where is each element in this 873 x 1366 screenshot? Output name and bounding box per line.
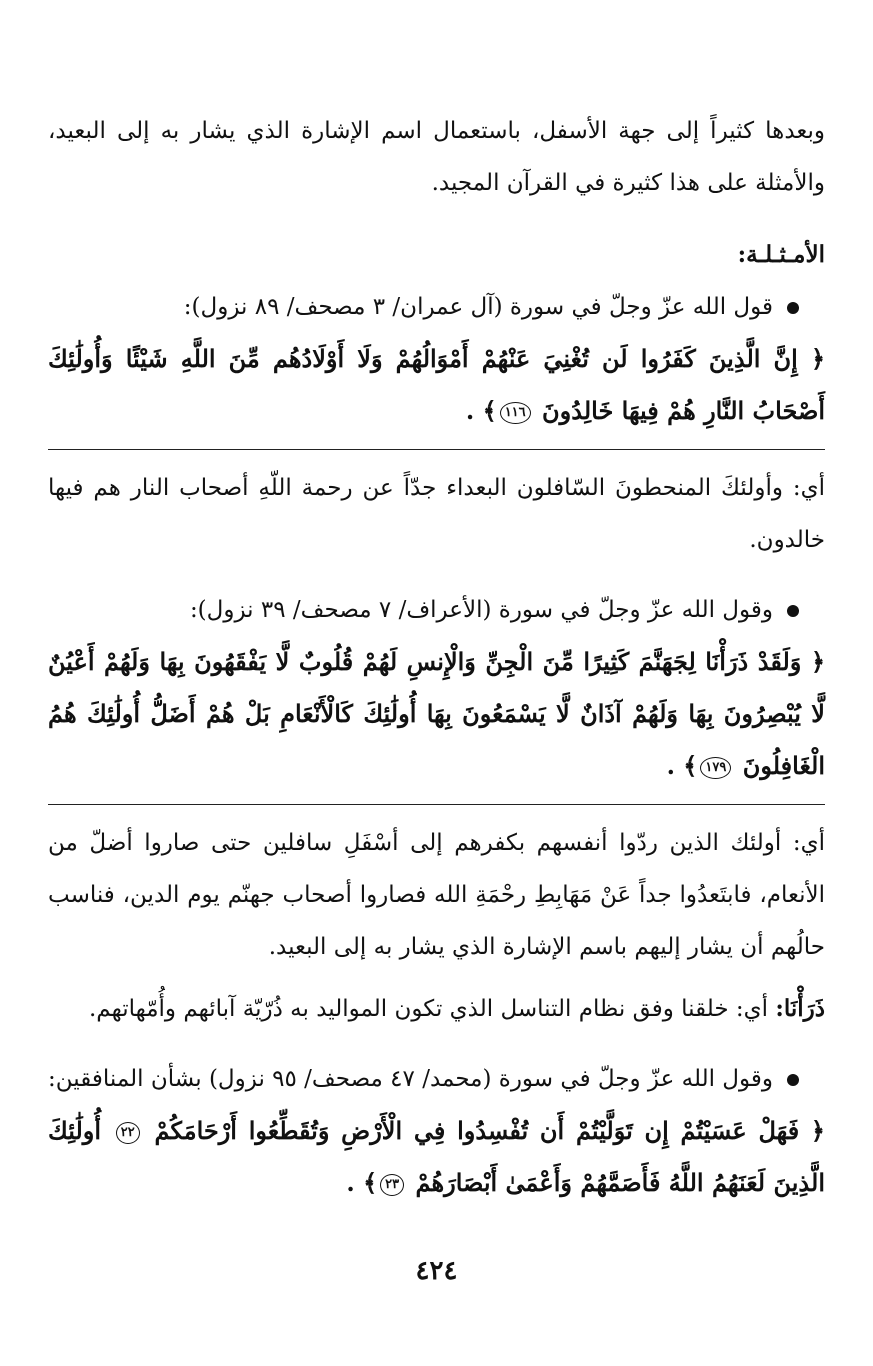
- example-1-intro-text: قول الله عزّ وجلّ في سورة (آل عمران/ ٣ مصحف/ ٨٩ نزول):: [183, 294, 773, 320]
- bullet-icon: [787, 605, 799, 617]
- example-3-intro-text: وقول الله عزّ وجلّ في سورة (محمد/ ٤٧ مصحف/ ٩٥ نزول) بشأن المنافقين:: [48, 1066, 773, 1092]
- intro-paragraph: وبعدها كثيراً إلى جهة الأسفل، باستعمال اسم الإشارة الذي يشار به إلى البعيد، والأمثلة على هذا كثيرة في القرآن المجيد.: [48, 118, 825, 196]
- example-1-verse: [48, 333, 825, 437]
- divider: [48, 449, 825, 450]
- verse-close-bracket: ﴾ .: [346, 1168, 378, 1197]
- example-2-explanation: [48, 817, 825, 973]
- verse-close-bracket: ﴾ .: [465, 396, 497, 425]
- spacer: [48, 566, 825, 584]
- explanation-label: أي:: [792, 830, 826, 856]
- explanation-label: أي:: [792, 475, 825, 501]
- verse-open-bracket: ﴿: [810, 647, 825, 676]
- example-2-intro-text: وقول الله عزّ وجلّ في سورة (الأعراف/ ٧ مصحف/ ٣٩ نزول):: [189, 597, 773, 623]
- examples-heading: الأمـثـلـة:: [737, 241, 825, 268]
- ayah-number-marker: ٢٣: [380, 1174, 404, 1196]
- verse-close-bracket: ﴾ .: [666, 751, 698, 780]
- example-3-verse: [48, 1105, 825, 1209]
- verse-text-2: أُولَٰئِكَ الَّذِينَ لَعَنَهُمُ اللَّهُ فَأَصَمَّهُمْ وَأَعْمَىٰ أَبْصَارَهُمْ: [48, 1116, 825, 1197]
- term-explanation: أي: خلقنا وفق نظام التناسل الذي تكون المواليد به ذُرّيّة آبائهم وأُمّهاتهم.: [88, 996, 769, 1022]
- divider: [48, 804, 825, 805]
- ayah-number-marker: ٢٢: [116, 1122, 140, 1144]
- spacer: [48, 973, 825, 983]
- example-1-intro: [48, 281, 825, 333]
- page-number: ٤٢٤: [415, 1256, 458, 1286]
- term-word: ذَرَأْنَا:: [775, 995, 825, 1022]
- example-2-intro: [48, 584, 825, 636]
- verse-text: إِنَّ الَّذِينَ كَفَرُوا لَن تُغْنِيَ عَنْهُمْ أَمْوَالُهُمْ وَلَا أَوْلَادُهُم مِّنَ اللَّهِ شَيْئًا وَأُولَٰئِكَ أَصْحَابُ النَّارِ هُمْ فِيهَا خَالِدُونَ: [48, 344, 825, 425]
- verse-text: فَهَلْ عَسَيْتُمْ إِن تَوَلَّيْتُمْ أَن تُفْسِدُوا فِي الْأَرْضِ وَتُقَطِّعُوا أَرْحَامَكُمْ: [154, 1116, 800, 1145]
- explanation-text: وأولئكَ المنحطونَ السّافلون البعداء جدّاً عن رحمة اللّهِ أصحاب النار هم فيها خالدون.: [48, 475, 825, 553]
- term-definition: [48, 983, 825, 1035]
- example-2-verse: [48, 636, 825, 792]
- spacer: [48, 1035, 825, 1053]
- ayah-number-marker: ١١٦: [500, 402, 531, 424]
- verse-open-bracket: ﴿: [810, 1116, 825, 1145]
- example-3-intro: [48, 1053, 825, 1105]
- explanation-text: أولئك الذين ردّوا أنفسهم بكفرهم إلى أسْفَلِ سافلين حتى صاروا أضلّ من الأنعام، فابتَعدُوا جداً عَنْ مَهَابِطِ رحْمَةِ الله فصاروا أصحاب جهنّم يوم الدين، فناسب حالُهم أن يشار إليهم باسم الإشارة الذي يشار به إلى البعيد.: [48, 830, 825, 960]
- ayah-number-marker: ١٧٩: [700, 757, 731, 779]
- verse-text: وَلَقَدْ ذَرَأْنَا لِجَهَنَّمَ كَثِيرًا مِّنَ الْجِنِّ وَالْإِنسِ لَهُمْ قُلُوبٌ لَّا يَفْقَهُونَ بِهَا وَلَهُمْ أَعْيُنٌ لَّا يُبْصِرُونَ بِهَا وَلَهُمْ آذَانٌ لَّا يَسْمَعُونَ بِهَا أُولَٰئِكَ كَالْأَنْعَامِ بَلْ هُمْ أَضَلُّ أُولَٰئِكَ هُمُ الْغَافِلُونَ: [48, 647, 825, 780]
- example-1-explanation: [48, 462, 825, 566]
- bullet-icon: [787, 302, 799, 314]
- bullet-icon: [787, 1074, 799, 1086]
- verse-open-bracket: ﴿: [810, 344, 826, 373]
